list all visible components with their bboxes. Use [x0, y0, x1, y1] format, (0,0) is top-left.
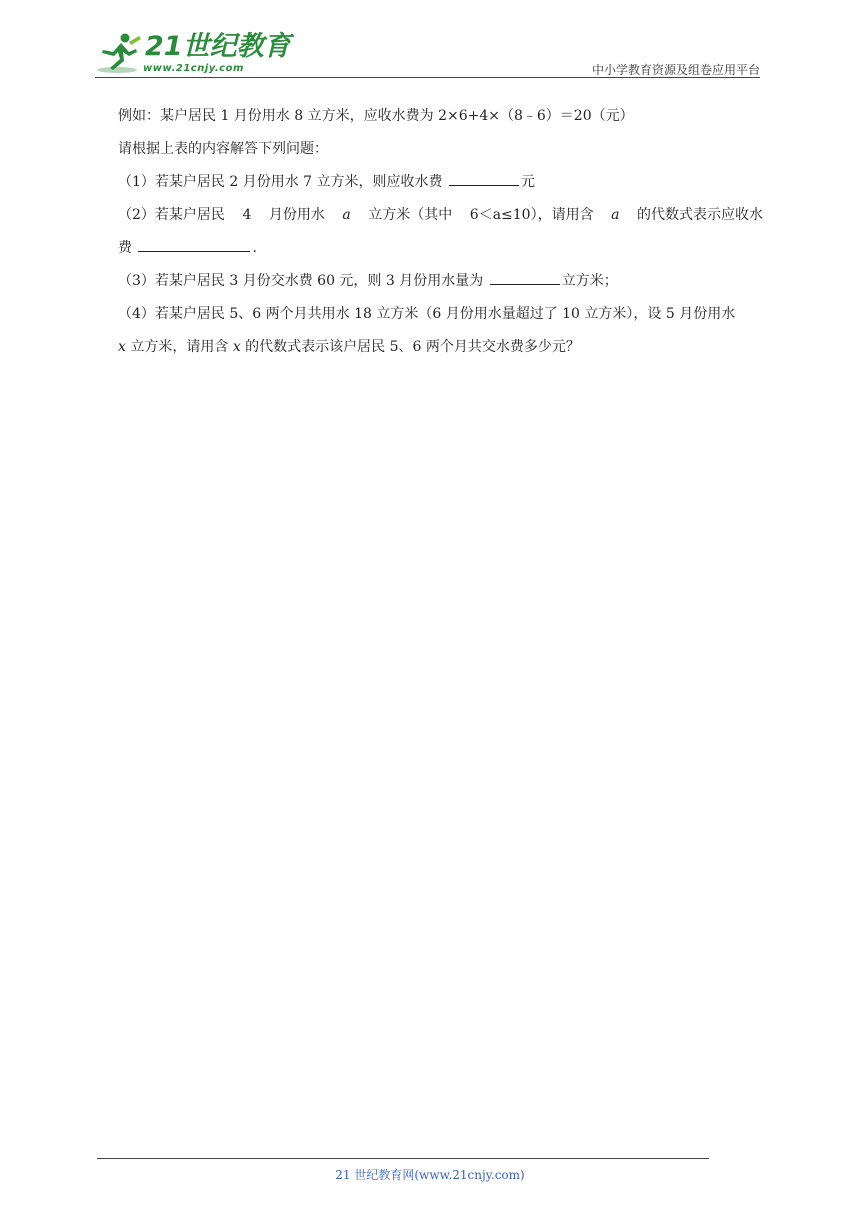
question-1-answer-blank[interactable] [449, 167, 519, 186]
instruction-line: 请根据上表的内容解答下列问题： [118, 141, 328, 157]
question-2-part: 月份用水 [268, 207, 325, 223]
question-2-variable: a [611, 207, 620, 223]
running-figure-logo-icon [95, 32, 143, 74]
question-1-unit: 元 [520, 174, 535, 190]
question-4-variable: x [118, 339, 126, 355]
question-2-period: . [252, 240, 257, 256]
question-2-part: 4 [242, 207, 252, 223]
platform-title: 中小学教育资源及组卷应用平台 [591, 63, 760, 77]
example-line: 例如：某户居民 1 月份用水 8 立方米，应收水费为 2×6+4×（8﹣6）＝20（元） [118, 108, 634, 124]
question-4-text: 的代数式表示该户居民 5、6 两个月共交水费多少元？ [245, 339, 580, 355]
question-2-line-1 [118, 199, 763, 232]
question-2-answer-blank[interactable] [138, 233, 250, 252]
site-logo[interactable] [95, 30, 291, 76]
question-4-variable: x [232, 339, 241, 355]
question-2-condition: 6＜a≤10），请用含 [469, 207, 594, 223]
question-4-line-1: （4）若某户居民 5、6 两个月共用水 18 立方米（6 月份用水量超过了 10 立方米），设 5 月份用水 [118, 306, 736, 322]
question-1 [118, 166, 763, 199]
logo-url: www.21cnjy.com [143, 63, 244, 74]
footer-link[interactable]: 21 世纪教育网(www.21cnjy.com) [335, 1168, 525, 1182]
question-2-line-2-text: 费 [118, 240, 132, 256]
question-2-line-2 [118, 232, 763, 265]
footer-divider [97, 1158, 709, 1159]
page-header [95, 30, 760, 80]
question-2-part: 立方米（其中 [368, 207, 453, 223]
question-2-part: 的代数式表示应收水 [636, 207, 763, 223]
question-1-text: （1）若某户居民 2 月份用水 7 立方米，则应收水费 [118, 174, 443, 190]
question-2-variable: a [342, 207, 351, 223]
question-3-unit: 立方米； [561, 273, 618, 289]
question-3 [118, 265, 763, 298]
question-body [118, 100, 763, 364]
header-divider [95, 77, 760, 78]
question-2-part: （2）若某户居民 [118, 207, 225, 223]
question-3-text: （3）若某户居民 3 月份交水费 60 元，则 3 月份用水量为 [118, 273, 484, 289]
logo-wordmark: 21世纪教育 [145, 31, 291, 62]
question-3-answer-blank[interactable] [490, 266, 560, 285]
question-4-line-2 [118, 331, 763, 364]
question-4-text: 立方米，请用含 [130, 339, 229, 355]
